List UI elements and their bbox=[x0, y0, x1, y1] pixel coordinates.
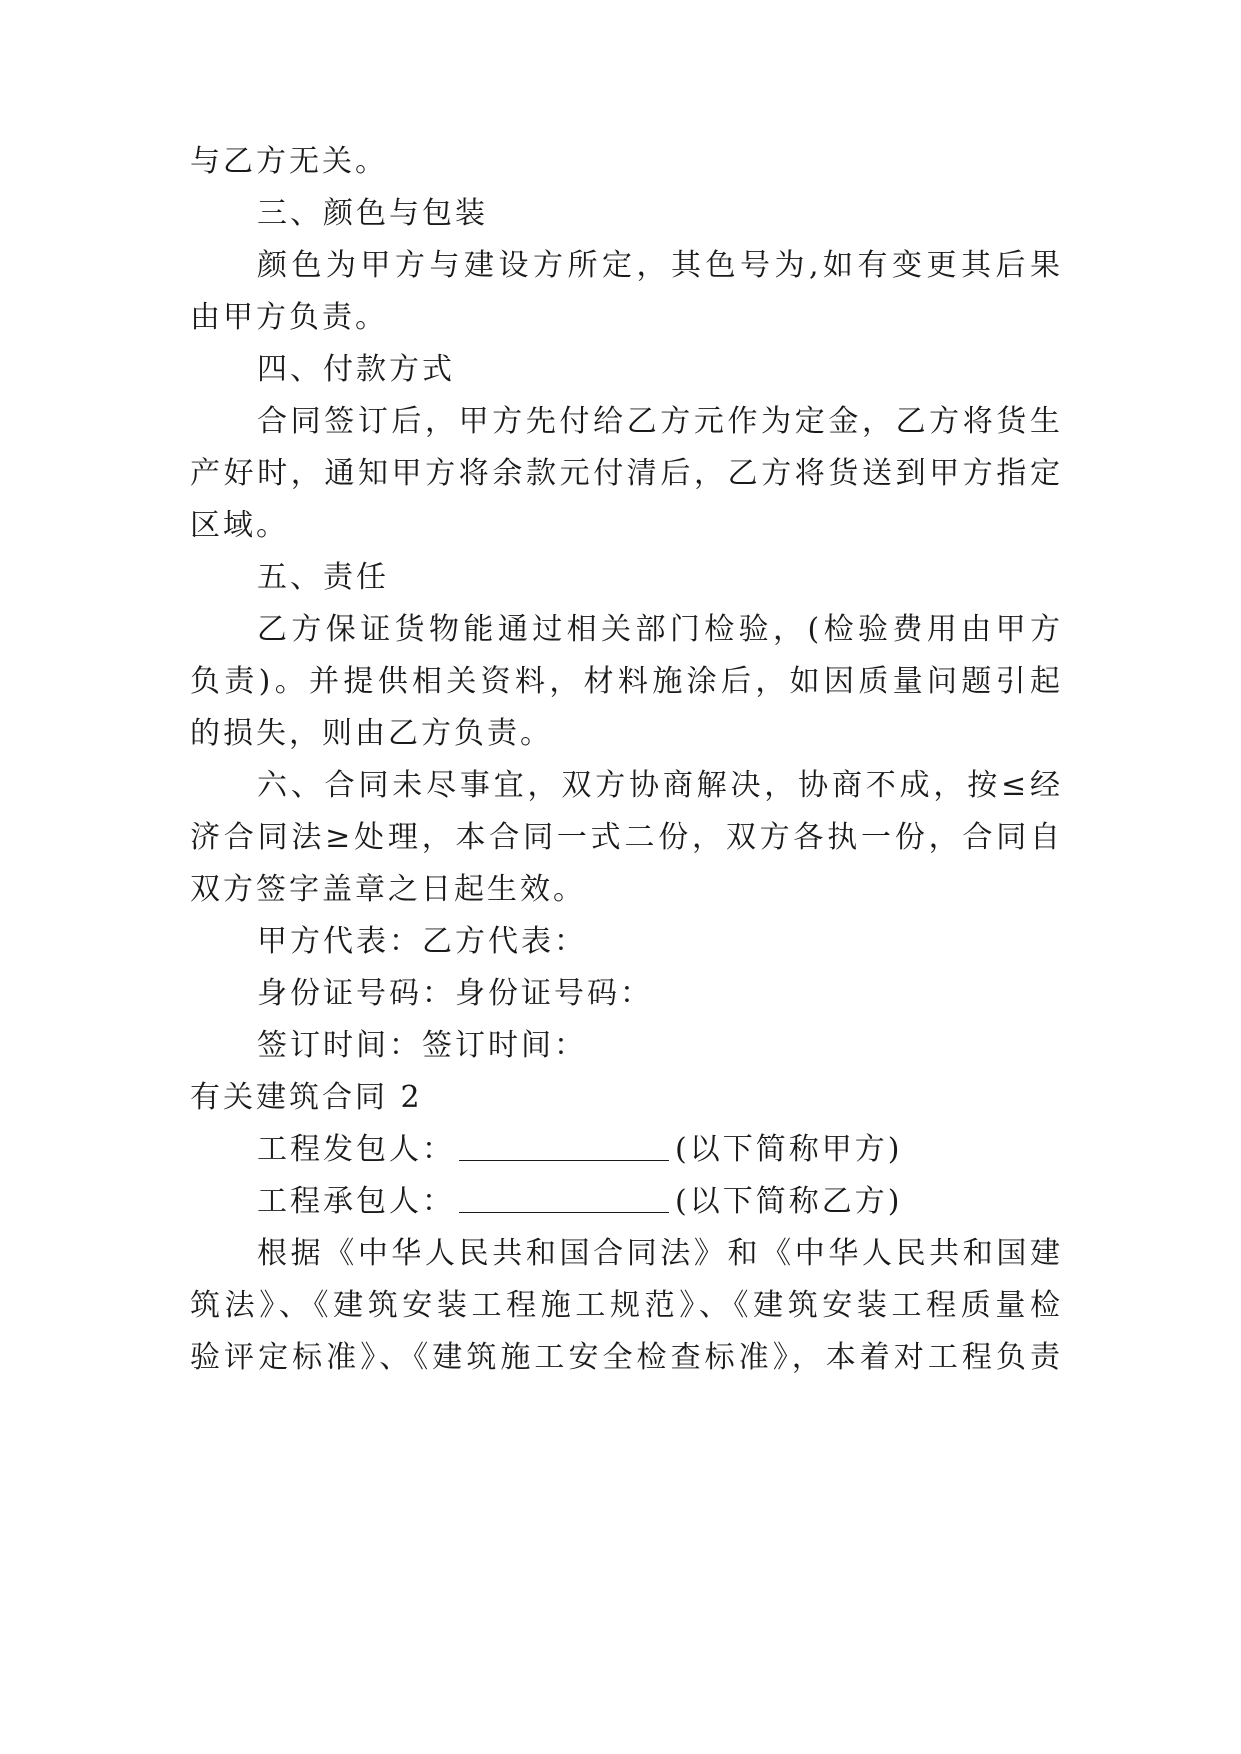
contractor-line bbox=[257, 1130, 1127, 1170]
section-heading: 三、颜色与包装 bbox=[257, 196, 488, 231]
section-heading: 四、付款方式 bbox=[257, 352, 455, 387]
paragraph-line: 六、合同未尽事宜，双方协商解决，协商不成，按≤经 bbox=[257, 768, 1060, 803]
paragraph-line: 合同签订后，甲方先付给乙方元作为定金，乙方将货生 bbox=[257, 404, 1060, 439]
contractor-label: 工程承包人： bbox=[257, 1184, 455, 1219]
contractor-line bbox=[257, 1182, 1127, 1222]
paragraph-line: 负责)。并提供相关资料，材料施涂后，如因质量问题引起 bbox=[190, 664, 1060, 699]
paragraph-line: 区域。 bbox=[190, 508, 289, 543]
contractor-label: 工程发包人： bbox=[257, 1132, 455, 1167]
paragraph-line: 的损失，则由乙方负责。 bbox=[190, 716, 553, 751]
signature-line: 签订时间：签订时间： bbox=[257, 1028, 587, 1063]
paragraph-line: 验评定标准》、《建筑施工安全检查标准》，本着对工程负责 bbox=[190, 1340, 1060, 1375]
section-heading: 五、责任 bbox=[257, 560, 389, 595]
paragraph-line: 济合同法≥处理，本合同一式二份，双方各执一份，合同自 bbox=[190, 820, 1060, 855]
signature-line: 身份证号码：身份证号码： bbox=[257, 976, 653, 1011]
paragraph-line: 由甲方负责。 bbox=[190, 300, 388, 335]
document-subtitle: 有关建筑合同 2 bbox=[190, 1080, 423, 1115]
paragraph-line: 筑法》、《建筑安装工程施工规范》、《建筑安装工程质量检 bbox=[190, 1288, 1060, 1323]
paragraph-line: 乙方保证货物能通过相关部门检验，(检验费用由甲方 bbox=[257, 612, 1060, 647]
signature-line: 甲方代表：乙方代表： bbox=[257, 924, 587, 959]
paragraph-line: 产好时，通知甲方将余款元付清后，乙方将货送到甲方指定 bbox=[190, 456, 1060, 491]
paragraph-line: 双方签字盖章之日起生效。 bbox=[190, 872, 586, 907]
fill-in-blank[interactable] bbox=[459, 1132, 669, 1161]
paragraph-line: 与乙方无关。 bbox=[190, 144, 388, 179]
paragraph-line: 颜色为甲方与建设方所定，其色号为,如有变更其后果 bbox=[257, 248, 1060, 283]
paragraph-line: 根据《中华人民共和国合同法》和《中华人民共和国建 bbox=[257, 1236, 1060, 1271]
fill-in-blank[interactable] bbox=[459, 1184, 669, 1213]
contractor-suffix: (以下简称乙方) bbox=[675, 1184, 903, 1219]
contractor-suffix: (以下简称甲方) bbox=[675, 1132, 903, 1167]
